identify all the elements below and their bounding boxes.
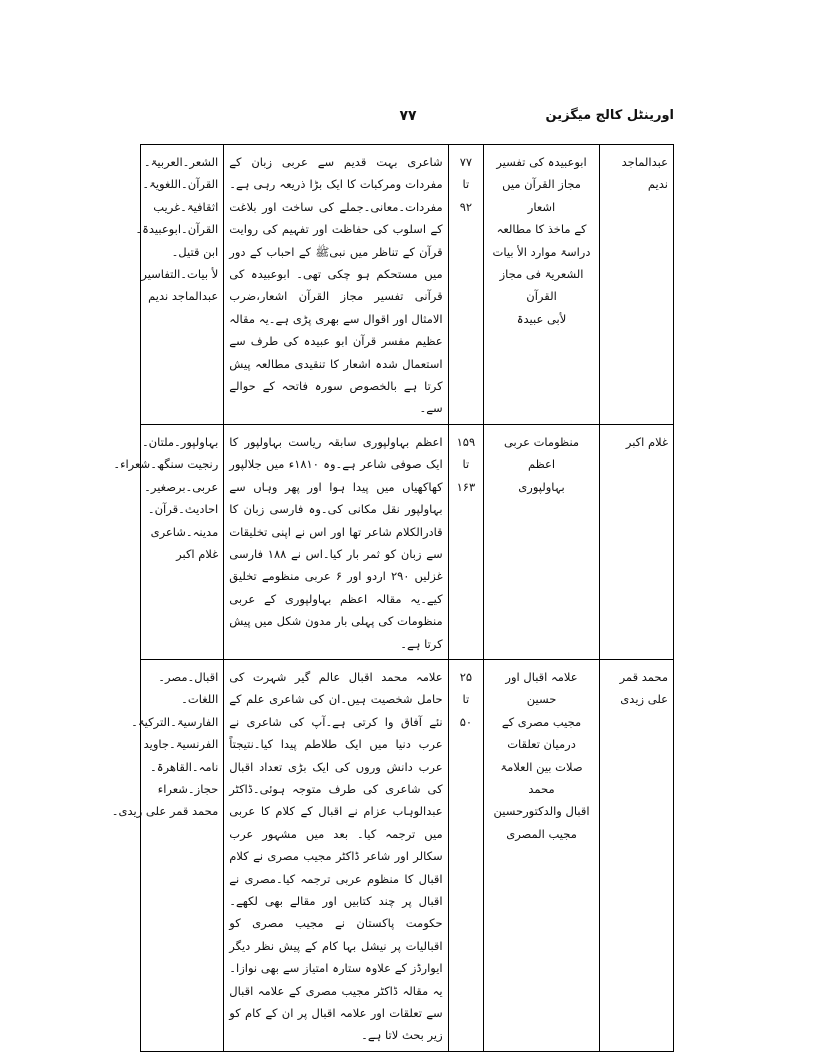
keyword: اقبال۔مصر۔ xyxy=(158,669,219,684)
page-to: تا xyxy=(462,457,470,472)
keyword: رنجیت سنگھ۔شعراء۔ xyxy=(113,457,219,472)
page-to: تا xyxy=(462,692,470,707)
keyword: الفارسیۃ۔الترکیۃ۔ xyxy=(131,714,219,729)
author-cell: عبدالماجد ندیم xyxy=(599,145,673,425)
keyword: القرآن۔ابوعبیدۃ۔ xyxy=(135,222,219,237)
keyword: ابن قتیل۔ xyxy=(171,244,219,259)
table-row xyxy=(141,424,674,659)
page-number: ۷۷ xyxy=(399,108,417,124)
page-start: ۱۵۹ xyxy=(456,434,476,449)
table-row xyxy=(141,145,674,425)
title-line: درمیان تعلقات xyxy=(507,737,576,752)
title-line: لأبی عبیدۃ xyxy=(516,311,567,326)
page-start: ۷۷ xyxy=(459,155,473,169)
page-header xyxy=(140,108,674,132)
keyword: عبدالماجد ندیم xyxy=(148,289,219,304)
author-cell: محمد قمر علی زیدی xyxy=(599,659,673,1051)
title-line: علامہ اقبال اور حسین xyxy=(505,669,578,707)
journal-title: اورینٹل کالج میگزین xyxy=(545,108,674,123)
keyword: احادیث۔قرآن۔ xyxy=(147,502,219,517)
title-line: کے ماخذ کا مطالعہ xyxy=(496,222,587,237)
keyword: الفرنسیۃ۔جاوید xyxy=(143,737,219,752)
title-line: دراسۃ موارد الأ بیات xyxy=(492,244,591,259)
title-line: الشعریۃ فی مجاز القرآن xyxy=(499,267,584,304)
pages-cell xyxy=(448,659,484,1051)
title-line: ابوعبیدہ کی تفسیر xyxy=(496,155,587,169)
title-cell xyxy=(484,145,600,425)
page-end: ۹۲ xyxy=(459,199,473,214)
title-line: بہاولپوری xyxy=(518,479,565,494)
page-start: ۲۵ xyxy=(459,669,473,684)
keyword: نامہ۔القاھرۃ۔ xyxy=(150,759,219,774)
pages-cell xyxy=(448,424,484,659)
keyword: مدینہ۔شاعری xyxy=(150,524,219,539)
keyword: الشعر۔العربیۃ۔ xyxy=(143,155,219,169)
page-end: ۱۶۳ xyxy=(456,479,476,494)
keyword: لأ بیات۔التفاسیر xyxy=(141,267,219,282)
keywords-cell xyxy=(113,424,224,659)
description-cell: شاعری بہت قدیم سے عربی زبان کے مفردات ومرکبات کا ایک بڑا ذریعہ رہی ہے۔مفردات۔معانی۔جملے کی ساخت اور بلاغت کے اسلوب کی حفاظت اور تفہیم کی روایت قرآن کے تناظر میں نبیﷺ کے احباب کے دور میں مستحکم ہو چکی تھی۔ ابوعبیدہ کی قرآنی تفسیر مجاز القرآن اشعار،ضرب الامثال اور اقوال سے بھری پڑی ہے۔یہ مقالہ عظیم مفسر قرآن ابو عبیدہ کی طرف سے استعمال شدہ اشعار کا تنقیدی مطالعہ پیش کرتا ہے بالخصوص سورہ فاتحہ کے حوالے سے۔ xyxy=(224,145,448,425)
page-to: تا xyxy=(462,177,470,192)
keyword: محمد قمر علی زیدی۔ xyxy=(111,804,219,819)
title-line: مجیب المصری xyxy=(506,826,577,841)
pages-cell xyxy=(448,145,484,425)
title-cell xyxy=(484,424,600,659)
title-line: مجاز القرآن میں اشعار xyxy=(502,177,581,214)
title-cell xyxy=(484,659,600,1051)
author-cell: غلام اکبر xyxy=(599,424,673,659)
keywords-cell xyxy=(111,659,224,1051)
keyword: عربی۔برصغیر۔ xyxy=(144,479,219,494)
article-index-table xyxy=(111,144,674,1052)
keyword: اثقافیۃ۔غریب xyxy=(153,199,219,214)
title-line: صلات بین العلامۃ محمد xyxy=(500,759,583,796)
description-cell: اعظم بہاولپوری سابقہ ریاست بہاولپور کا ایک صوفی شاعر ہے۔وہ ۱۸۱۰ء میں جلالپور کھاکھیاں میں پیدا ہوا اور پھر وہاں سے بہاولپور نقل مکانی کی۔وہ فارسی زبان کا قادرالکلام شاعر تھا اور اس نے اپنی تخلیقات سے زبان کو ثمر بار کیا۔اس نے ۱۸۸ فارسی غزلیں ۲۹۰ اردو اور ۶ عربی منظومے تخلیق کیے۔یہ مقالہ اعظم بہاولپوری کے عربی منظومات کی پہلی بار مدون شکل میں پیش کرتا ہے۔ xyxy=(224,424,448,659)
keyword: حجاز۔شعراء xyxy=(157,781,219,796)
title-line: اقبال والدکتورحسین xyxy=(493,804,590,819)
page-end: ۵۰ xyxy=(459,714,473,729)
table-row xyxy=(141,659,674,1051)
keyword: غلام اکبر xyxy=(176,546,219,561)
title-line: منظومات عربی اعظم xyxy=(503,434,580,472)
keyword: اللغات۔ xyxy=(181,692,219,707)
description-cell: علامہ محمد اقبال عالم گیر شہرت کی حامل شخصیت ہیں۔ان کی شاعری علم کے نئے آفاق وا کرتی ہے۔آپ کی شاعری نے عرب دنیا میں ایک طلاطم پیدا کیا۔نتیجتاً عرب دانش وروں کی ایک بڑی تعداد اقبال کی شاعری کی طرف متوجہ ہوئی۔ڈاکٹر عبدالوہاب عزام نے اقبال کے کلام کا عربی میں ترجمہ کیا۔ بعد میں مشہور عرب سکالر اور شاعر ڈاکٹر مجیب مصری نے کلام اقبال کا منظوم عربی ترجمہ کیا۔مصری نے اقبال پر چند کتابیں اور مقالے بھی لکھے۔حکومت پاکستان نے مجیب مصری کو اقبالیات پر نیشل بہا کام کے پیش نظر دیگر ایوارڈز کے علاوہ ستارہ امتیاز سے بھی نوازا۔یہ مقالہ ڈاکٹر مجیب مصری کے علامہ اقبال سے تعلقات اور علامہ اقبال پر ان کے کام کو زیر بحث لاتا ہے۔ xyxy=(224,659,448,1051)
keyword: بہاولپور۔ملتان۔ xyxy=(141,434,219,449)
keywords-cell xyxy=(135,145,224,425)
keyword: القرآن۔اللغویۃ۔ xyxy=(142,177,219,192)
title-line: مجیب مصری کے xyxy=(501,714,582,729)
